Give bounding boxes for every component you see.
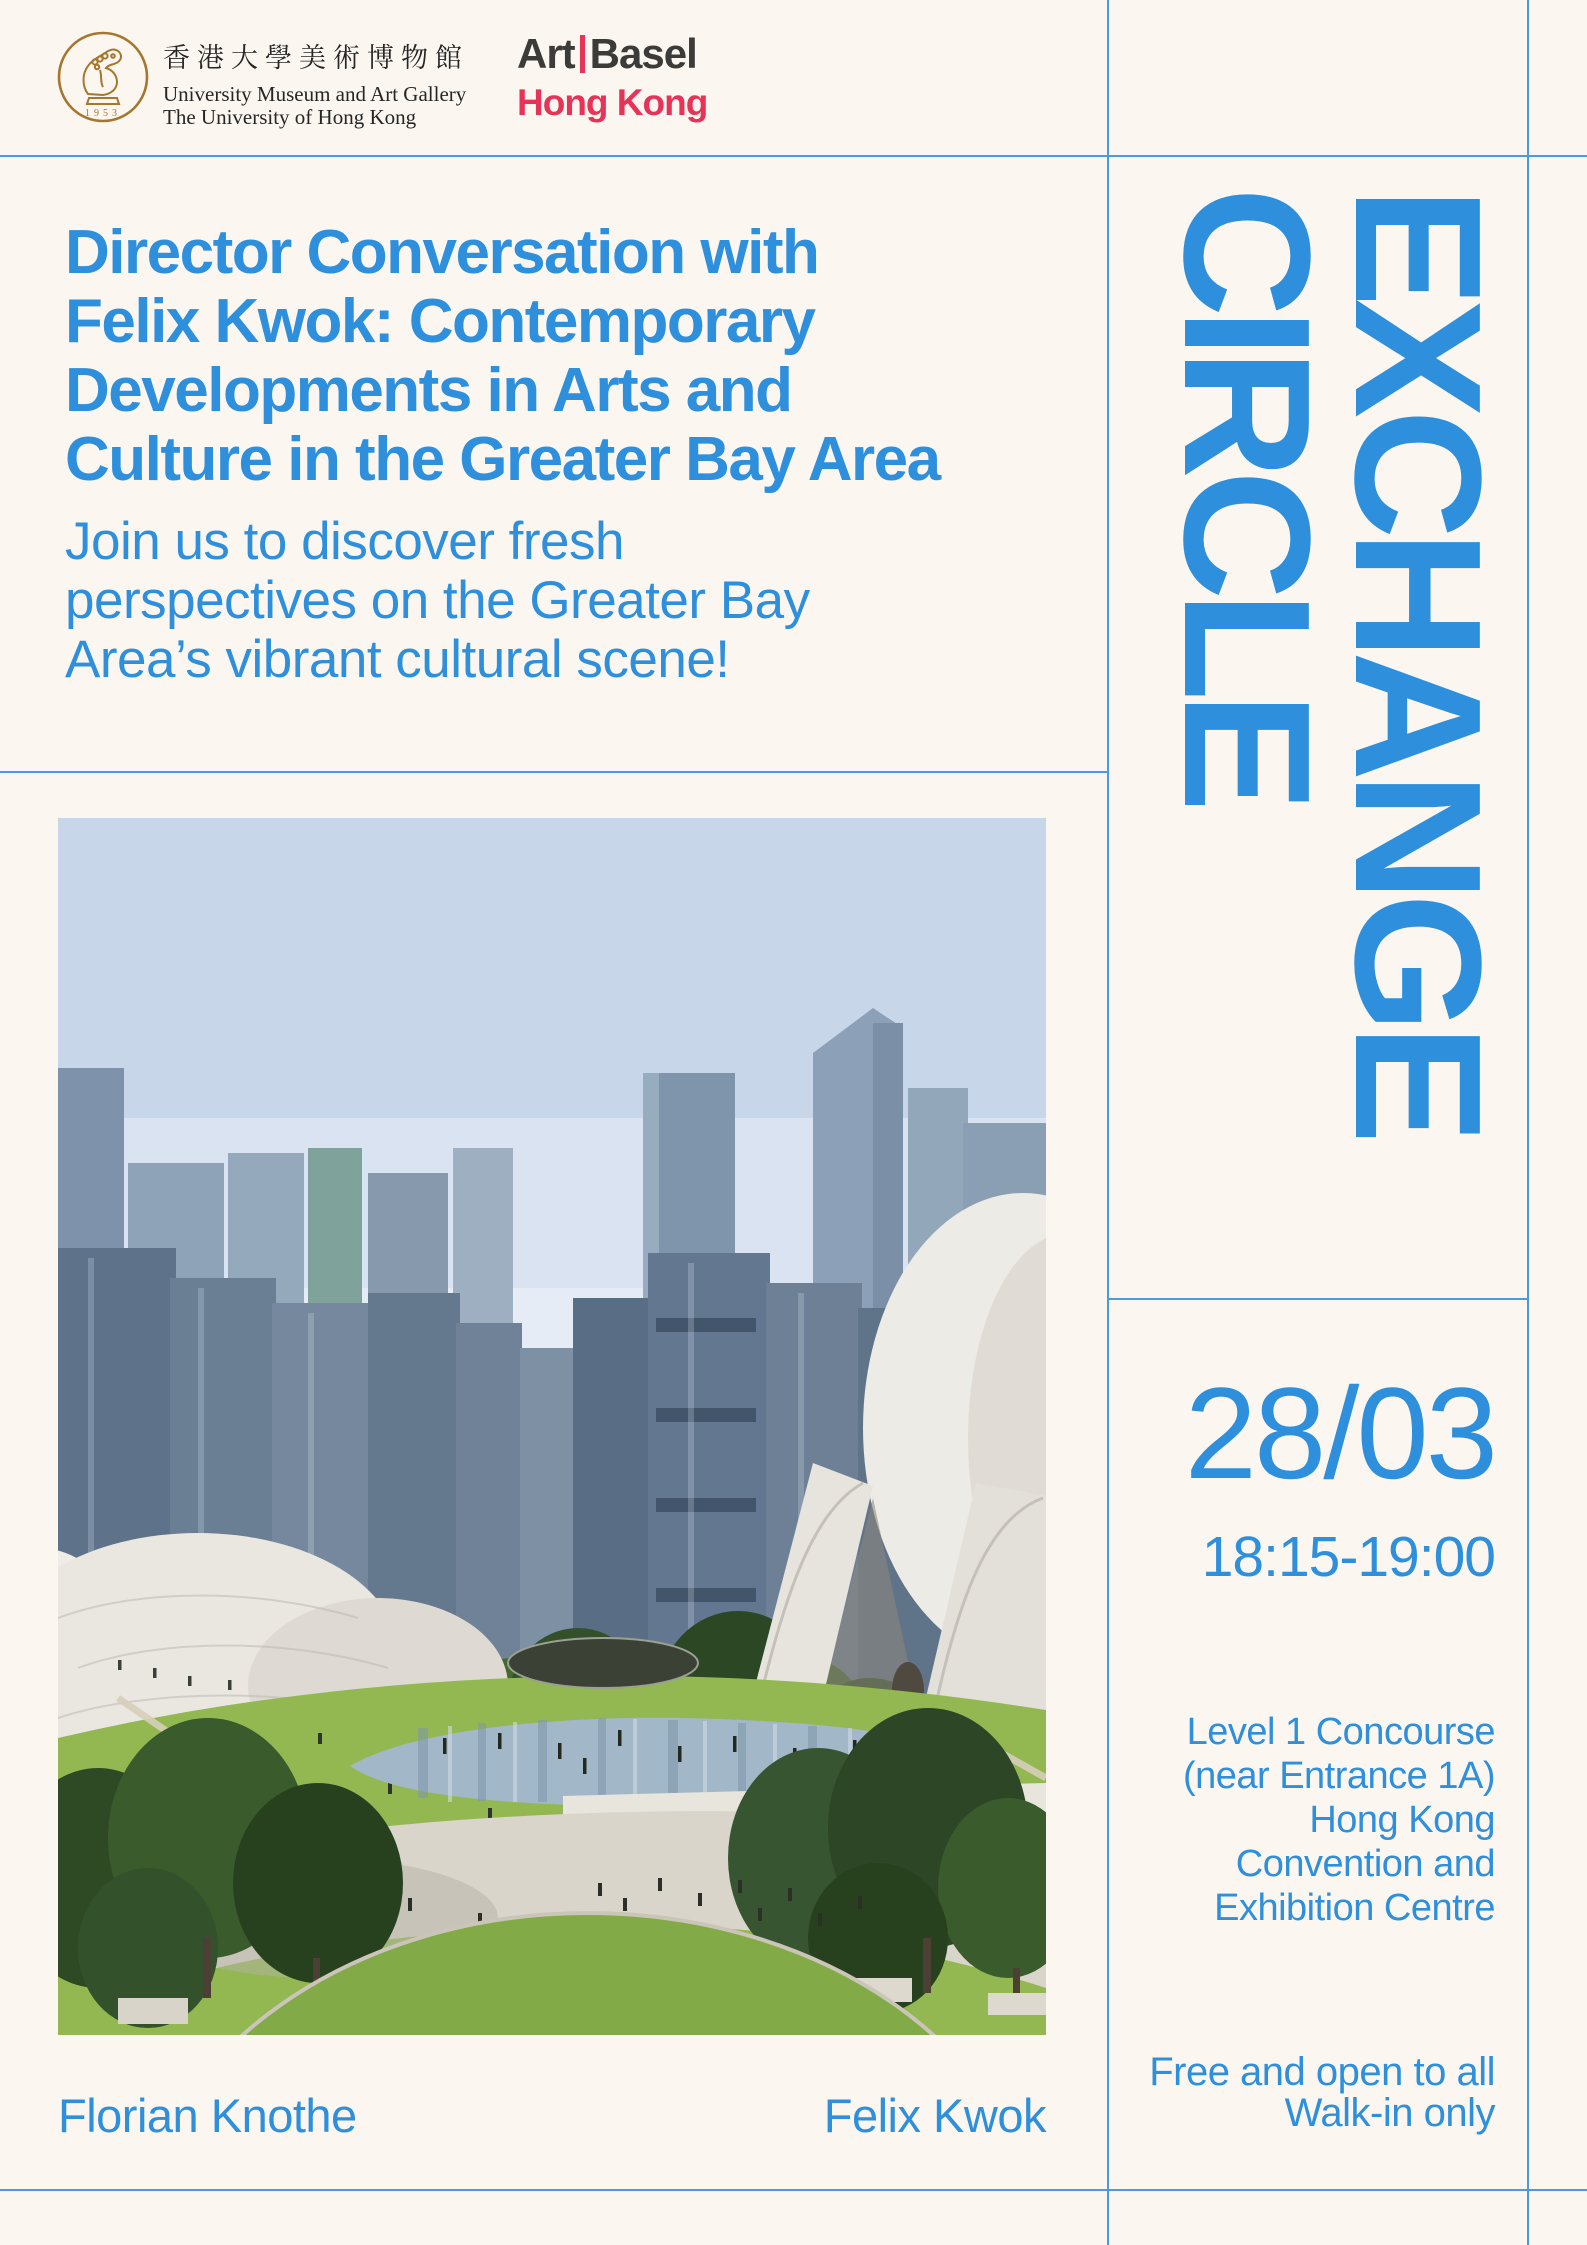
title-line: Director Conversation with: [65, 218, 819, 287]
intro-line: Area’s vibrant cultural scene!: [65, 630, 730, 689]
speakers-row: [58, 2088, 1046, 2143]
divider-header: [0, 155, 1587, 157]
speaker-name-left: Florian Knothe: [58, 2089, 357, 2142]
intro-line: perspectives on the Greater Bay: [65, 571, 810, 630]
museum-name-english: University Museum and Art Gallery: [163, 82, 467, 106]
event-title: [65, 218, 1075, 494]
event-intro: [65, 512, 1075, 689]
speaker-name-right: Felix Kwok: [823, 2089, 1046, 2142]
title-line: Felix Kwok: Contemporary: [65, 287, 815, 356]
divider-under-intro: [0, 771, 1108, 773]
university-name: The University of Hong Kong: [163, 105, 417, 129]
location-block: [1125, 1710, 1495, 1930]
seal-year: 1953: [85, 108, 121, 119]
exchange-circle-banner: [1146, 187, 1518, 1136]
location-line: Exhibition Centre: [1214, 1887, 1495, 1929]
museum-name-chinese: 香港大學美術博物館: [163, 43, 469, 73]
title-line: Developments in Arts and: [65, 356, 792, 425]
title-line: Culture in the Greater Bay Area: [65, 425, 940, 494]
event-photo-cityscape-park: [58, 818, 1046, 2035]
art-basel-city: Hong Kong: [517, 82, 708, 123]
location-line: Hong Kong: [1309, 1799, 1495, 1841]
art-basel-word-art: Art: [517, 30, 575, 77]
art-basel-word-basel: Basel: [589, 30, 697, 77]
divider-vertical-right: [1527, 0, 1529, 2245]
intro-line: Join us to discover fresh: [65, 512, 624, 571]
banner-word-circle: CIRCLE: [1146, 187, 1347, 803]
location-line: (near Entrance 1A): [1182, 1755, 1495, 1797]
event-date: 28/03: [1184, 1360, 1495, 1506]
admission-line: Free and open to all: [1149, 2050, 1495, 2094]
admission-block: [1125, 2052, 1495, 2134]
museum-wordmark: [163, 36, 469, 129]
divider-bottom: [0, 2189, 1587, 2191]
umag-seal-icon: [56, 30, 150, 124]
divider-vertical-left: [1107, 0, 1109, 2245]
art-basel-logo: [517, 30, 707, 124]
art-basel-bar-icon: [580, 35, 585, 73]
date-time-block: [1125, 1360, 1495, 1590]
divider-sidebar: [1107, 1298, 1529, 1300]
event-time: 18:15-19:00: [1201, 1525, 1495, 1589]
banner-word-exchange: EXCHANGE: [1317, 187, 1518, 1136]
location-line: Level 1 Concourse: [1186, 1711, 1495, 1753]
location-line: Convention and: [1235, 1843, 1495, 1885]
admission-line: Walk-in only: [1284, 2091, 1495, 2135]
